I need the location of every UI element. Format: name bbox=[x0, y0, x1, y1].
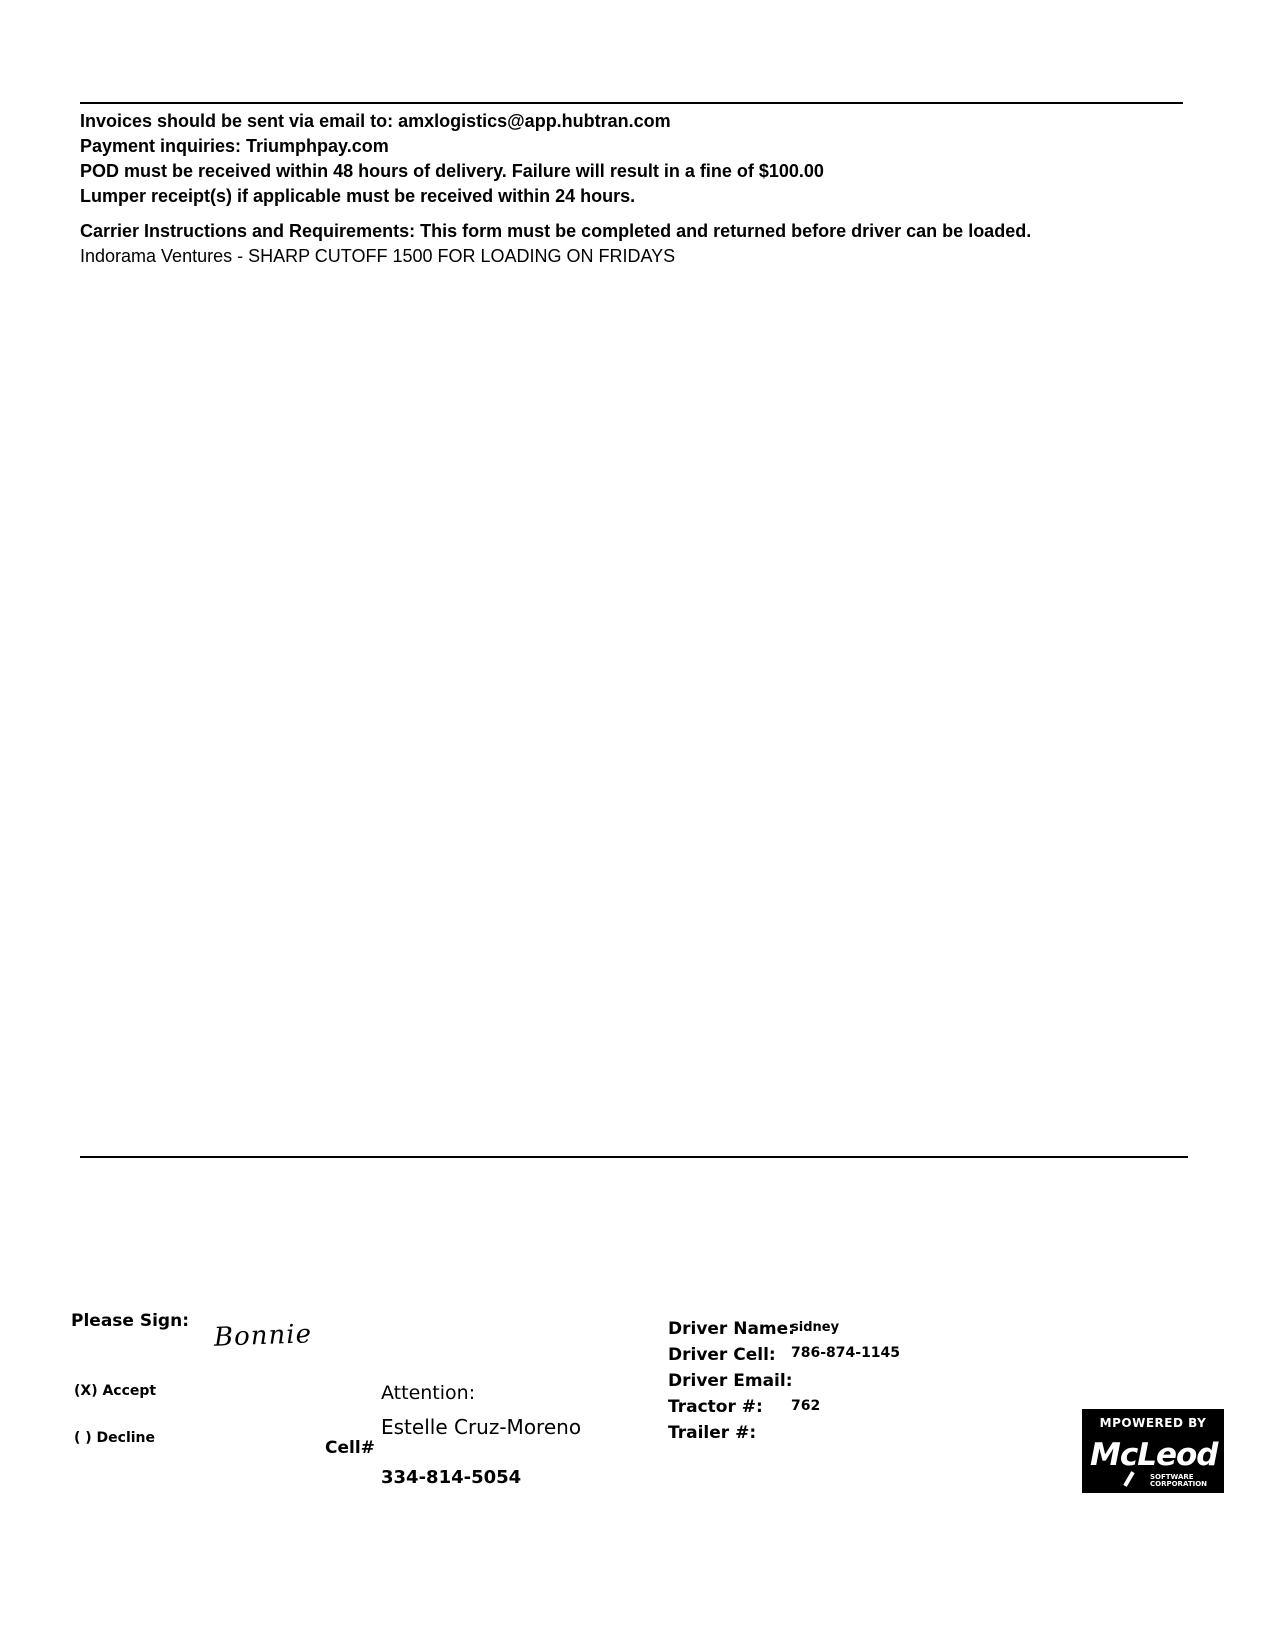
logo-brand: McLeod bbox=[1090, 1437, 1218, 1473]
logo-top-text: MPOWERED BY bbox=[1099, 1416, 1207, 1430]
driver-name: sidney bbox=[791, 1320, 840, 1335]
attention-cell: 334-814-5054 bbox=[381, 1467, 522, 1488]
payment-notice: Payment inquiries: Triumphpay.com bbox=[80, 136, 389, 156]
driver-email-label: Driver Email: bbox=[668, 1371, 793, 1391]
tractor-label: Tractor #: bbox=[668, 1397, 763, 1417]
logo-subtitle: SOFTWARE CORPORATION bbox=[1150, 1473, 1208, 1488]
attention-label: Attention: bbox=[381, 1382, 476, 1404]
shipper-note: Indorama Ventures - SHARP CUTOFF 1500 FOR LOADING ON FRIDAYS bbox=[80, 246, 676, 266]
accept-option: (X) Accept bbox=[74, 1383, 157, 1399]
invoice-notice: Invoices should be sent via email to: amxlogistics@app.hubtran.com bbox=[80, 111, 671, 131]
bottom-divider bbox=[80, 1156, 1188, 1158]
driver-cell-label: Driver Cell: bbox=[668, 1345, 776, 1365]
attention-name: Estelle Cruz-Moreno bbox=[381, 1415, 582, 1439]
cell-label: Cell# bbox=[325, 1438, 375, 1458]
top-divider bbox=[80, 102, 1183, 104]
lumper-notice: Lumper receipt(s) if applicable must be received within 24 hours. bbox=[80, 186, 636, 206]
driver-cell: 786-874-1145 bbox=[791, 1345, 901, 1361]
decline-option: ( ) Decline bbox=[74, 1430, 156, 1446]
mcleod-logo bbox=[1082, 1409, 1224, 1493]
trailer-label: Trailer #: bbox=[668, 1423, 757, 1443]
signature: Bonnie bbox=[213, 1319, 313, 1353]
please-sign-label: Please Sign: bbox=[71, 1311, 189, 1331]
pod-notice: POD must be received within 48 hours of delivery. Failure will result in a fine of $100.00 bbox=[80, 161, 824, 181]
logo-slash-icon bbox=[1123, 1471, 1134, 1487]
carrier-instructions: Carrier Instructions and Requirements: This form must be completed and returned before driver can be loaded. bbox=[80, 221, 1032, 241]
tractor-number: 762 bbox=[791, 1398, 821, 1414]
driver-name-label: Driver Name: bbox=[668, 1319, 795, 1339]
